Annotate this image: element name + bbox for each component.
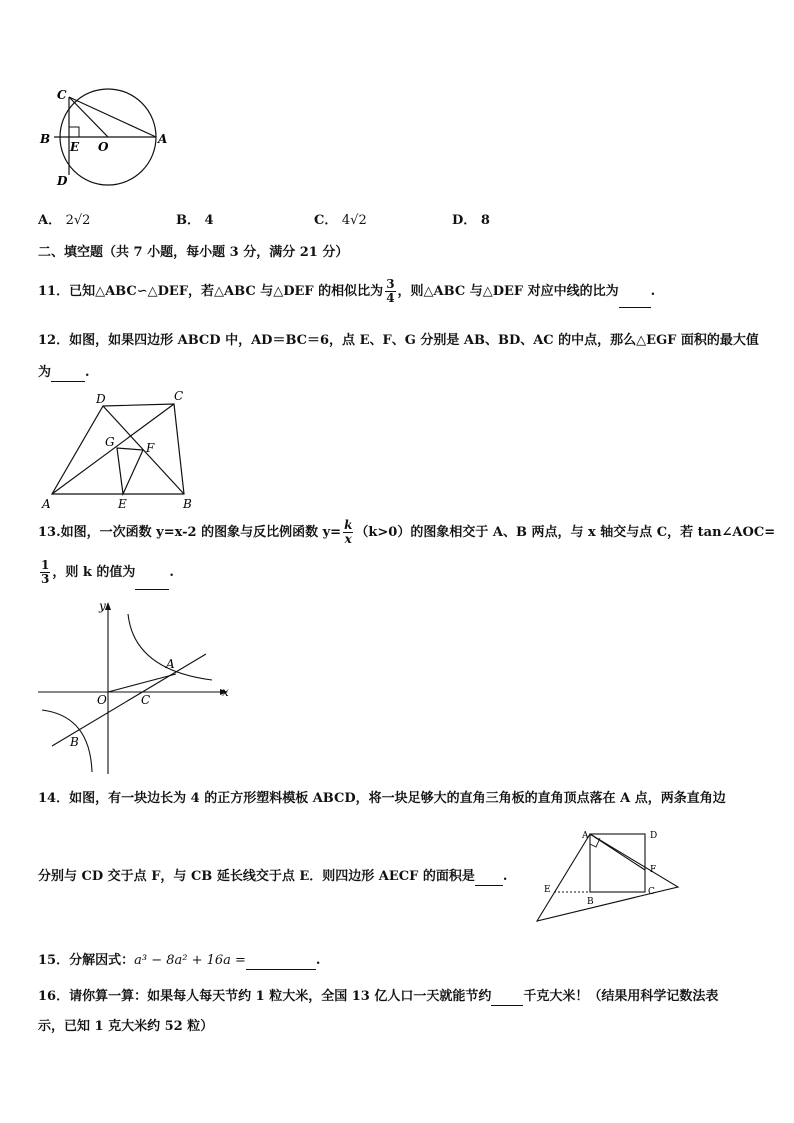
quadrilateral-figure <box>36 386 201 512</box>
quadrilateral-abcd <box>52 404 184 494</box>
label-d: D <box>57 174 68 188</box>
choice-c-value: 4√2 <box>341 213 367 228</box>
label-g: G <box>105 435 115 449</box>
q11-text-post: ，则△ABC 与△DEF 对应中线的比为 <box>397 284 619 299</box>
q14-line2-text: 分别与 CD 交于点 F，与 CB 延长线交于点 E．则四边形 AECF 的面积是 <box>38 869 475 884</box>
right-angle-mark <box>69 127 79 137</box>
q13-frac2-den: 3 <box>41 572 50 586</box>
q16-line2: 示，已知 1 克大米约 52 粒） <box>38 1019 214 1034</box>
q13-fraction <box>343 519 353 546</box>
label-d: D <box>650 831 658 841</box>
q11-frac-num: 3 <box>386 277 395 291</box>
label-b: B <box>587 897 594 907</box>
q16-line1-post: 千克大米！（结果用科学记数法表 <box>523 989 719 1004</box>
q13-frac-den: x <box>344 532 352 546</box>
label-e: E <box>118 497 127 511</box>
q13-line1 <box>38 516 775 550</box>
triangle-egf <box>117 448 143 494</box>
choice-b <box>176 212 214 230</box>
choice-c <box>314 212 367 230</box>
label-b: B <box>183 497 192 511</box>
choice-c-label: C． <box>314 213 338 228</box>
q13-line2 <box>38 556 174 590</box>
q15-answer-blank[interactable] <box>246 955 316 970</box>
q15-expression: a³ − 8a² + 16a = <box>134 953 246 968</box>
choice-d-value: 8 <box>480 213 490 228</box>
choice-a <box>38 212 90 230</box>
choice-d-label: D． <box>452 213 477 228</box>
q12-line2-text: 为 <box>38 365 52 380</box>
circle-figure <box>36 85 176 195</box>
q16-line1-text: 16．请你算一算：如果每人每天节约 1 粒大米，全国 13 亿人口一天就能节约 <box>38 989 492 1004</box>
choice-b-label: B． <box>176 213 200 228</box>
label-b: B <box>40 132 51 146</box>
right-triangle-board <box>537 834 678 921</box>
q12-end: . <box>85 365 90 380</box>
q13-end: . <box>169 565 174 580</box>
label-c: C <box>141 693 151 707</box>
q14-line2 <box>38 868 507 886</box>
square-figure <box>530 826 686 926</box>
y-axis-arrow <box>105 602 111 610</box>
label-c: C <box>57 88 67 102</box>
section-title: 二、填空题（共 7 小题，每小题 3 分，满分 21 分） <box>38 245 349 260</box>
label-o: O <box>98 140 109 154</box>
label-a: A <box>582 831 589 841</box>
q12-line2 <box>38 364 90 382</box>
label-f: F <box>146 441 155 455</box>
q13-text-pre: 13.如图，一次函数 y=x-2 的图象与反比例函数 y= <box>38 525 342 540</box>
label-c: C <box>174 389 184 403</box>
q14-answer-blank[interactable] <box>475 871 503 886</box>
q11-frac-den: 4 <box>386 291 395 305</box>
q12-answer-blank[interactable] <box>51 367 85 382</box>
q11-end: . <box>650 284 656 299</box>
segment-af <box>590 834 645 870</box>
choice-a-label: A． <box>38 213 62 228</box>
label-c: C <box>648 887 655 897</box>
choice-d <box>452 212 490 230</box>
q13-fraction2 <box>40 559 50 586</box>
q13-text-post: （k>0）的图象相交于 A、B 两点，与 x 轴交与点 C，若 tan∠AOC= <box>355 525 776 540</box>
label-y: y <box>99 599 106 613</box>
q15-end: . <box>315 953 321 968</box>
label-a: A <box>158 132 168 146</box>
question-11 <box>38 276 655 308</box>
function-graph-figure <box>36 596 236 778</box>
segment-co <box>69 97 108 137</box>
q15-text: 15．分解因式： <box>38 953 135 968</box>
q11-answer-blank[interactable] <box>619 293 651 308</box>
q14-end: . <box>502 869 508 884</box>
q14-line1: 14．如图，有一块边长为 4 的正方形塑料模板 ABCD，将一块足够大的直角三角板的直角顶点落在 A 点，两条直角边 <box>38 791 726 806</box>
hyperbola-branch-2 <box>42 710 92 772</box>
label-a: A <box>42 497 51 511</box>
label-x: x <box>222 685 229 699</box>
label-f: F <box>650 865 657 875</box>
q13-frac2-num: 1 <box>41 558 50 572</box>
q13-line2-text: ，则 k 的值为 <box>52 565 136 580</box>
q11-text-pre: 11．已知△ABC∽△DEF，若△ABC 与△DEF 的相似比为 <box>38 284 384 299</box>
q11-fraction <box>385 278 395 305</box>
label-e: E <box>70 140 80 154</box>
chord-ca <box>69 97 156 137</box>
choice-a-value: 2√2 <box>65 213 91 228</box>
choice-b-value: 4 <box>204 213 214 228</box>
label-a: A <box>166 657 175 671</box>
q13-answer-blank[interactable] <box>135 575 169 590</box>
line-y-x-2 <box>52 654 206 746</box>
q13-frac-num: k <box>344 518 353 532</box>
label-b: B <box>70 735 79 749</box>
q16-line1 <box>38 988 718 1006</box>
q12-line1: 12．如图，如果四边形 ABCD 中，AD＝BC＝6，点 E、F、G 分别是 AB、BD、AC 的中点，那么△EGF 面积的最大值 <box>38 333 759 348</box>
q16-answer-blank[interactable] <box>491 991 523 1006</box>
label-o: O <box>97 693 107 707</box>
question-15 <box>38 952 320 970</box>
label-e: E <box>544 885 551 895</box>
label-d: D <box>96 392 106 406</box>
segment-oa <box>108 674 176 692</box>
